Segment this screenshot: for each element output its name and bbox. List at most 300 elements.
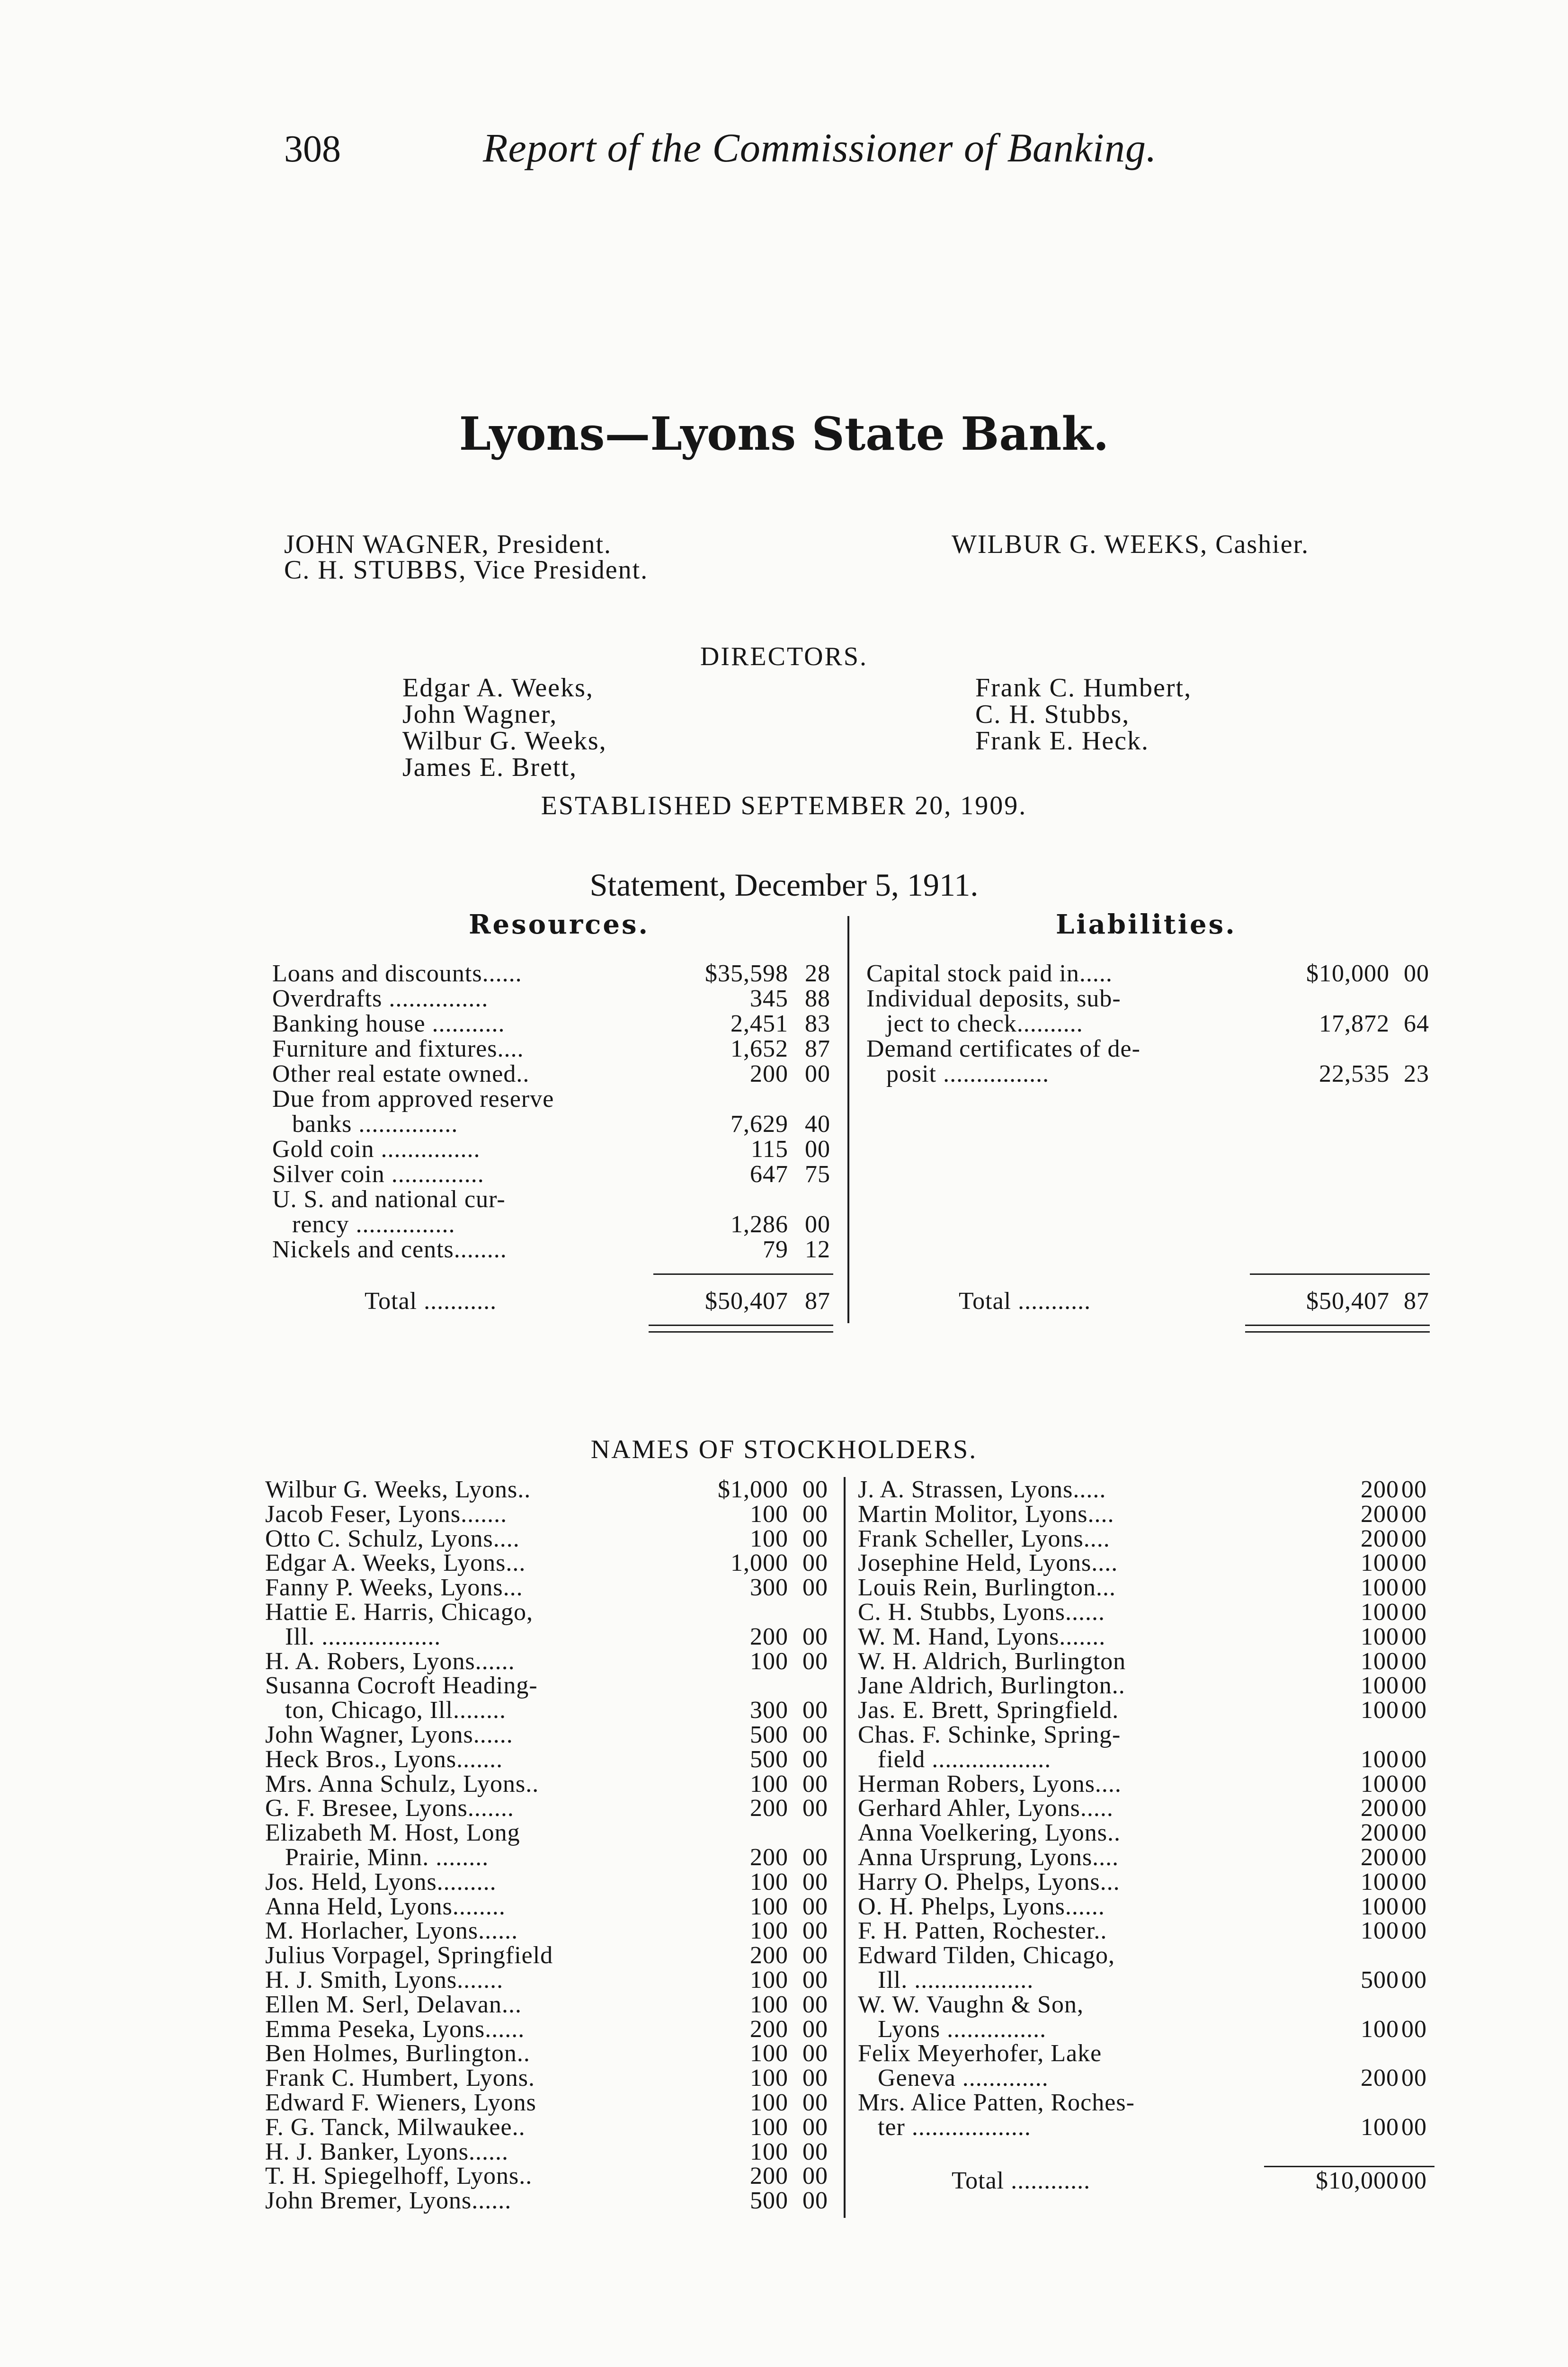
stockholder-row bbox=[265, 1747, 845, 1772]
stockholder-row-cents: 00 bbox=[802, 2064, 828, 2092]
stockholder-row bbox=[265, 1796, 845, 1821]
stockholder-row-dollars: 300 bbox=[750, 1574, 788, 1602]
stockholder-row-cents: 00 bbox=[1401, 1574, 1427, 1602]
bank-title: Lyons—Lyons State Bank. bbox=[459, 407, 1109, 461]
stockholder-row bbox=[858, 1747, 1444, 1772]
stockholder-row-dollars: 200 bbox=[1361, 1795, 1399, 1822]
resource-row-label: U. S. and national cur- bbox=[272, 1186, 506, 1213]
stockholders-total-dollars: $10,000 bbox=[1316, 2167, 1399, 2194]
stockholder-row-label: W. W. Vaughn & Son, bbox=[858, 1991, 1084, 2018]
liabilities-total-dollars: $50,407 bbox=[1306, 1288, 1390, 1315]
stockholder-row-dollars: $1,000 bbox=[718, 1476, 788, 1503]
stockholder-row bbox=[858, 1698, 1444, 1723]
stockholder-row-label: John Bremer, Lyons...... bbox=[265, 2187, 512, 2215]
stockholder-row-dollars: 100 bbox=[750, 1917, 788, 1945]
resource-row-label: Banking house ........... bbox=[272, 1010, 505, 1037]
stockholder-row-dollars: 200 bbox=[750, 2162, 788, 2190]
stockholder-row-cents: 00 bbox=[802, 1623, 828, 1650]
resource-row bbox=[272, 1187, 847, 1212]
resource-row-dollars: 1,652 bbox=[731, 1035, 788, 1062]
stockholder-row-dollars: 100 bbox=[1361, 1868, 1399, 1895]
resource-row bbox=[272, 1212, 847, 1237]
liability-row bbox=[866, 961, 1446, 987]
stockholder-row-label: Gerhard Ahler, Lyons..... bbox=[858, 1795, 1114, 1822]
stockholder-row bbox=[265, 2163, 845, 2189]
resource-row-label: banks ............... bbox=[272, 1111, 458, 1138]
stockholders-heading: NAMES OF STOCKHOLDERS. bbox=[590, 1435, 978, 1464]
stockholder-row-label: Otto C. Schulz, Lyons.... bbox=[265, 1525, 520, 1552]
stockholder-row bbox=[858, 2041, 1444, 2066]
stockholder-row-label: M. Horlacher, Lyons...... bbox=[265, 1917, 518, 1945]
director-name: Frank C. Humbert, bbox=[975, 673, 1192, 703]
stockholder-row-dollars: 100 bbox=[1361, 1647, 1399, 1675]
stockholder-row-dollars: 100 bbox=[750, 2040, 788, 2067]
stockholders-total-label: Total ............ bbox=[952, 2167, 1091, 2194]
statement-divider bbox=[847, 916, 849, 1323]
stockholder-row bbox=[858, 1624, 1444, 1650]
stockholder-row-dollars: 100 bbox=[750, 1868, 788, 1895]
stockholder-row bbox=[858, 1869, 1444, 1895]
stockholder-row bbox=[265, 2065, 845, 2091]
stockholder-row bbox=[858, 2115, 1444, 2140]
stockholder-row-dollars: 100 bbox=[1361, 1893, 1399, 1920]
stockholder-row-label: H. J. Smith, Lyons....... bbox=[265, 1967, 504, 1993]
resource-row-label: Other real estate owned.. bbox=[272, 1060, 530, 1087]
stockholder-row-label: Geneva ............. bbox=[858, 2064, 1049, 2092]
stockholder-row bbox=[858, 1894, 1444, 1920]
resources-heading: Resources. bbox=[469, 909, 650, 940]
stockholder-row bbox=[858, 2065, 1444, 2091]
stockholder-row-cents: 00 bbox=[802, 1893, 828, 1920]
stockholder-row-dollars: 500 bbox=[750, 1721, 788, 1748]
stockholder-row bbox=[858, 1526, 1444, 1552]
stockholder-row-dollars: 100 bbox=[750, 1967, 788, 1993]
stockholder-row-cents: 00 bbox=[1401, 2113, 1427, 2141]
stockholder-row-label: C. H. Stubbs, Lyons...... bbox=[858, 1599, 1105, 1626]
resource-row bbox=[272, 1237, 847, 1263]
liability-row bbox=[866, 986, 1446, 1012]
liability-row-label: ject to check.......... bbox=[866, 1010, 1083, 1037]
stockholder-row bbox=[858, 1992, 1444, 2018]
stockholder-row-dollars: 100 bbox=[750, 2064, 788, 2092]
stockholder-row-label: ton, Chicago, Ill........ bbox=[265, 1697, 506, 1724]
resource-row bbox=[272, 1036, 847, 1062]
stockholder-row-label: Edgar A. Weeks, Lyons... bbox=[265, 1549, 526, 1577]
stockholder-row bbox=[265, 1918, 845, 1944]
resource-row-label: Gold coin ............... bbox=[272, 1136, 481, 1163]
resource-row bbox=[272, 1162, 847, 1187]
director-name: John Wagner, bbox=[402, 700, 558, 729]
stockholder-row-label: Louis Rein, Burlington... bbox=[858, 1574, 1116, 1602]
stockholder-row-label: Wilbur G. Weeks, Lyons.. bbox=[265, 1476, 531, 1503]
stockholder-row bbox=[858, 1477, 1444, 1503]
stockholder-row bbox=[265, 1600, 845, 1625]
stockholder-row bbox=[858, 1771, 1444, 1797]
resource-row-cents: 83 bbox=[805, 1010, 830, 1037]
stockholder-row-dollars: 100 bbox=[1361, 1599, 1399, 1626]
stockholder-row-label: Ill. .................. bbox=[265, 1623, 441, 1650]
stockholder-row-label: F. G. Tanck, Milwaukee.. bbox=[265, 2113, 526, 2141]
stockholder-row bbox=[858, 1796, 1444, 1821]
liabilities-total bbox=[959, 1289, 1446, 1314]
directors-heading: DIRECTORS. bbox=[700, 642, 868, 671]
stockholder-row bbox=[265, 1502, 845, 1527]
stockholder-row-cents: 00 bbox=[1401, 1967, 1427, 1993]
resource-row-dollars: $35,598 bbox=[705, 960, 788, 987]
stockholder-row-label: Ill. .................. bbox=[858, 1967, 1034, 1993]
liability-row-label: Demand certificates of de- bbox=[866, 1035, 1140, 1062]
stockholder-row-cents: 00 bbox=[802, 2162, 828, 2190]
stockholder-row-label: Anna Held, Lyons........ bbox=[265, 1893, 506, 1920]
stockholder-row-dollars: 200 bbox=[1361, 1476, 1399, 1503]
stockholder-row-dollars: 100 bbox=[750, 2138, 788, 2165]
stockholder-row-dollars: 200 bbox=[750, 1795, 788, 1822]
stockholder-row-cents: 00 bbox=[802, 2040, 828, 2067]
running-title: Report of the Commissioner of Banking. bbox=[483, 125, 1157, 170]
stockholder-row-dollars: 100 bbox=[1361, 1549, 1399, 1577]
stockholder-row-label: Heck Bros., Lyons....... bbox=[265, 1745, 503, 1773]
stockholder-row-label: Hattie E. Harris, Chicago, bbox=[265, 1599, 534, 1626]
resources-double-rule bbox=[649, 1325, 833, 1326]
stockholder-row-label: O. H. Phelps, Lyons...... bbox=[858, 1893, 1105, 1920]
stockholder-row-cents: 00 bbox=[1401, 1868, 1427, 1895]
stockholder-row-label: Ben Holmes, Burlington.. bbox=[265, 2040, 530, 2067]
resource-row-label: Overdrafts ............... bbox=[272, 985, 489, 1012]
resource-row bbox=[272, 986, 847, 1012]
stockholder-row-cents: 00 bbox=[1401, 1917, 1427, 1945]
stockholder-row-label: Elizabeth M. Host, Long bbox=[265, 1819, 520, 1847]
liabilities-heading: Liabilities. bbox=[1056, 909, 1237, 940]
stockholder-row bbox=[265, 1575, 845, 1601]
resource-row-cents: 40 bbox=[805, 1111, 830, 1138]
resources-double-rule bbox=[649, 1331, 833, 1333]
stockholder-row-label: Ellen M. Serl, Delavan... bbox=[265, 1991, 522, 2018]
directors-right bbox=[975, 675, 1192, 754]
liability-row bbox=[866, 1011, 1446, 1037]
stockholder-row-label: Mrs. Anna Schulz, Lyons.. bbox=[265, 1770, 539, 1797]
stockholder-row-cents: 00 bbox=[1401, 1795, 1427, 1822]
resource-row bbox=[272, 1086, 847, 1112]
stockholder-row-dollars: 100 bbox=[1361, 1917, 1399, 1945]
liability-row-cents: 00 bbox=[1404, 960, 1429, 987]
liability-row-label: Individual deposits, sub- bbox=[866, 985, 1121, 1012]
stockholder-row-label: Herman Robers, Lyons.... bbox=[858, 1770, 1122, 1797]
stockholder-row-dollars: 100 bbox=[750, 1991, 788, 2018]
page-number: 308 bbox=[284, 128, 341, 170]
stockholder-row-label: Edward F. Wieners, Lyons bbox=[265, 2089, 536, 2116]
liability-row-dollars: 22,535 bbox=[1319, 1060, 1390, 1087]
stockholder-row bbox=[265, 1526, 845, 1552]
stockholder-row-cents: 00 bbox=[802, 1795, 828, 1822]
resource-row-label: Silver coin .............. bbox=[272, 1161, 484, 1188]
liabilities-total-label: Total ........... bbox=[959, 1288, 1091, 1315]
stockholder-row bbox=[858, 1967, 1444, 1993]
stockholder-row-label: W. M. Hand, Lyons....... bbox=[858, 1623, 1106, 1650]
resources-total-label: Total ........... bbox=[365, 1288, 497, 1315]
stockholder-row-cents: 00 bbox=[802, 1868, 828, 1895]
stockholder-row-dollars: 200 bbox=[1361, 1844, 1399, 1871]
statement-title: Statement, December 5, 1911. bbox=[589, 867, 979, 903]
stockholder-row-dollars: 100 bbox=[750, 1647, 788, 1675]
resource-row-label: rency ............... bbox=[272, 1211, 455, 1238]
stockholder-row bbox=[265, 2139, 845, 2165]
stockholder-row bbox=[265, 2115, 845, 2140]
stockholder-row-cents: 00 bbox=[1401, 1476, 1427, 1503]
stockholder-row-dollars: 200 bbox=[750, 1942, 788, 1969]
director-name: Frank E. Heck. bbox=[975, 726, 1149, 756]
stockholder-row bbox=[858, 1550, 1444, 1576]
stockholder-row-cents: 00 bbox=[802, 1574, 828, 1602]
stockholder-row-cents: 00 bbox=[802, 1917, 828, 1945]
stockholder-row-label: Jos. Held, Lyons......... bbox=[265, 1868, 497, 1895]
stockholder-row-dollars: 100 bbox=[1361, 1697, 1399, 1724]
stockholder-row-cents: 00 bbox=[802, 2015, 828, 2043]
stockholder-row-dollars: 200 bbox=[750, 2015, 788, 2043]
stockholder-row-dollars: 100 bbox=[750, 1770, 788, 1797]
stockholder-row-label: Anna Ursprung, Lyons.... bbox=[858, 1844, 1119, 1871]
vice-president: C. H. STUBBS, Vice President. bbox=[284, 555, 649, 585]
stockholder-row-dollars: 100 bbox=[1361, 1623, 1399, 1650]
resource-row-dollars: 345 bbox=[750, 985, 788, 1012]
stockholder-row bbox=[858, 1575, 1444, 1601]
stockholder-row-label: Chas. F. Schinke, Spring- bbox=[858, 1721, 1121, 1748]
stockholder-row-dollars: 100 bbox=[1361, 1745, 1399, 1773]
stockholder-row-dollars: 100 bbox=[1361, 2015, 1399, 2043]
stockholder-row-label: H. J. Banker, Lyons...... bbox=[265, 2138, 508, 2165]
stockholder-row bbox=[265, 1771, 845, 1797]
stockholder-row-label: ter .................. bbox=[858, 2113, 1031, 2141]
liabilities-total-rule bbox=[1250, 1273, 1430, 1275]
resource-row-label: Nickels and cents........ bbox=[272, 1236, 507, 1263]
stockholder-row-label: Lyons ............... bbox=[858, 2015, 1047, 2043]
liabilities-double-rule bbox=[1245, 1331, 1430, 1333]
stockholder-row-cents: 00 bbox=[1401, 1697, 1427, 1724]
stockholder-row bbox=[265, 1894, 845, 1920]
stockholder-row-label: Felix Meyerhofer, Lake bbox=[858, 2040, 1102, 2067]
stockholder-row-cents: 00 bbox=[1401, 2064, 1427, 2092]
stockholder-row bbox=[265, 1673, 845, 1699]
resources-total-rule bbox=[653, 1273, 833, 1275]
stockholder-row-label: Susanna Cocroft Heading- bbox=[265, 1672, 538, 1700]
stockholder-row-cents: 00 bbox=[802, 1549, 828, 1577]
stockholder-row bbox=[858, 2090, 1444, 2116]
stockholder-row bbox=[858, 1845, 1444, 1870]
resource-row-label: Loans and discounts...... bbox=[272, 960, 522, 987]
stockholder-row-label: W. H. Aldrich, Burlington bbox=[858, 1647, 1126, 1675]
director-name: James E. Brett, bbox=[402, 753, 578, 782]
director-name: Wilbur G. Weeks, bbox=[402, 726, 607, 756]
liability-row-label: posit ................ bbox=[866, 1060, 1050, 1087]
stockholder-row bbox=[265, 1845, 845, 1870]
stockholder-row bbox=[265, 1820, 845, 1846]
stockholder-row-dollars: 200 bbox=[750, 1844, 788, 1871]
stockholder-row-cents: 00 bbox=[802, 1721, 828, 1748]
resource-row-label: Furniture and fixtures.... bbox=[272, 1035, 524, 1062]
liability-row-dollars: $10,000 bbox=[1306, 960, 1390, 987]
stockholder-row-label: Jane Aldrich, Burlington.. bbox=[858, 1672, 1125, 1700]
stockholder-row bbox=[858, 2017, 1444, 2042]
stockholders-total bbox=[952, 2168, 1444, 2194]
stockholder-row-dollars: 200 bbox=[1361, 1819, 1399, 1847]
stockholder-row-cents: 00 bbox=[1401, 1525, 1427, 1552]
stockholder-row-cents: 00 bbox=[802, 2089, 828, 2116]
resource-row-cents: 00 bbox=[805, 1136, 830, 1163]
stockholder-row bbox=[265, 1698, 845, 1723]
stockholder-row bbox=[265, 1624, 845, 1650]
stockholder-row-dollars: 500 bbox=[1361, 1967, 1399, 1993]
stockholder-row-label: Anna Voelkering, Lyons.. bbox=[858, 1819, 1121, 1847]
cashier: WILBUR G. WEEKS, Cashier. bbox=[952, 530, 1310, 559]
stockholder-row-cents: 00 bbox=[1401, 2015, 1427, 2043]
stockholder-row-cents: 00 bbox=[802, 1525, 828, 1552]
resource-row-dollars: 7,629 bbox=[731, 1111, 788, 1138]
stockholder-row-cents: 00 bbox=[1401, 1893, 1427, 1920]
stockholder-row-label: Prairie, Minn. ........ bbox=[265, 1844, 489, 1871]
stockholder-row-cents: 00 bbox=[802, 1991, 828, 2018]
stockholder-row-label: Harry O. Phelps, Lyons... bbox=[858, 1868, 1120, 1895]
stockholder-row-cents: 00 bbox=[1401, 1549, 1427, 1577]
established-date: ESTABLISHED SEPTEMBER 20, 1909. bbox=[541, 791, 1027, 820]
stockholder-row-dollars: 100 bbox=[750, 1525, 788, 1552]
stockholder-row-dollars: 500 bbox=[750, 1745, 788, 1773]
stockholder-row bbox=[265, 1943, 845, 1968]
stockholder-row-cents: 00 bbox=[802, 1647, 828, 1675]
stockholder-row-label: John Wagner, Lyons...... bbox=[265, 1721, 513, 1748]
stockholder-row-dollars: 200 bbox=[1361, 2064, 1399, 2092]
stockholder-row-label: Martin Molitor, Lyons.... bbox=[858, 1500, 1114, 1528]
stockholder-row-label: Emma Peseka, Lyons...... bbox=[265, 2015, 525, 2043]
stockholder-row bbox=[265, 1992, 845, 2018]
stockholder-row-cents: 00 bbox=[802, 2113, 828, 2141]
resource-row-cents: 88 bbox=[805, 985, 830, 1012]
directors-left bbox=[402, 675, 607, 781]
stockholder-row-dollars: 300 bbox=[750, 1697, 788, 1724]
stockholder-row-dollars: 200 bbox=[750, 1623, 788, 1650]
stockholder-row-cents: 00 bbox=[1401, 1623, 1427, 1650]
resource-row-dollars: 200 bbox=[750, 1060, 788, 1087]
stockholder-row-label: Jacob Feser, Lyons....... bbox=[265, 1500, 508, 1528]
stockholder-row-dollars: 100 bbox=[750, 2113, 788, 2141]
stockholder-row-label: Jas. E. Brett, Springfield. bbox=[858, 1697, 1119, 1724]
resource-row-dollars: 115 bbox=[750, 1136, 788, 1163]
stockholder-row-cents: 00 bbox=[1401, 1672, 1427, 1700]
stockholder-row-dollars: 200 bbox=[1361, 1525, 1399, 1552]
stockholder-row-cents: 00 bbox=[1401, 1745, 1427, 1773]
stockholder-row-label: G. F. Bresee, Lyons....... bbox=[265, 1795, 514, 1822]
resource-row bbox=[272, 961, 847, 987]
stockholder-row-dollars: 100 bbox=[1361, 1770, 1399, 1797]
resource-row-label: Due from approved reserve bbox=[272, 1086, 554, 1112]
resource-row bbox=[272, 1137, 847, 1162]
stockholder-row-label: Edward Tilden, Chicago, bbox=[858, 1942, 1115, 1969]
stockholder-row bbox=[265, 1869, 845, 1895]
stockholder-row-cents: 00 bbox=[802, 1942, 828, 1969]
stockholder-row bbox=[858, 1722, 1444, 1748]
stockholder-row-cents: 00 bbox=[802, 2187, 828, 2215]
stockholder-row-cents: 00 bbox=[802, 2138, 828, 2165]
stockholder-row-cents: 00 bbox=[1401, 1500, 1427, 1528]
stockholder-row-dollars: 100 bbox=[750, 2089, 788, 2116]
resource-row-dollars: 647 bbox=[750, 1161, 788, 1188]
liability-row-cents: 64 bbox=[1404, 1010, 1429, 1037]
stockholder-row-dollars: 200 bbox=[1361, 1500, 1399, 1528]
stockholder-row-cents: 00 bbox=[1401, 1844, 1427, 1871]
director-name: Edgar A. Weeks, bbox=[402, 673, 594, 703]
resource-row-cents: 12 bbox=[805, 1236, 830, 1263]
stockholder-row bbox=[265, 1550, 845, 1576]
stockholder-row-cents: 00 bbox=[802, 1844, 828, 1871]
stockholder-row bbox=[265, 1649, 845, 1674]
stockholder-row-label: Mrs. Alice Patten, Roches- bbox=[858, 2089, 1135, 2116]
stockholder-row bbox=[858, 1820, 1444, 1846]
stockholder-row-label: J. A. Strassen, Lyons..... bbox=[858, 1476, 1106, 1503]
stockholder-row bbox=[858, 1673, 1444, 1699]
resource-row-cents: 28 bbox=[805, 960, 830, 987]
resources-total-cents: 87 bbox=[805, 1288, 830, 1315]
resource-row-dollars: 79 bbox=[763, 1236, 788, 1263]
stockholder-row-label: H. A. Robers, Lyons...... bbox=[265, 1647, 515, 1675]
stockholder-row-cents: 00 bbox=[802, 1500, 828, 1528]
stockholder-row bbox=[265, 2017, 845, 2042]
resource-row bbox=[272, 1011, 847, 1037]
stockholder-row-dollars: 100 bbox=[1361, 2113, 1399, 2141]
stockholder-row-label: Josephine Held, Lyons.... bbox=[858, 1549, 1118, 1577]
stockholder-row-cents: 00 bbox=[802, 1697, 828, 1724]
liability-row bbox=[866, 1061, 1446, 1087]
stockholder-row-dollars: 100 bbox=[750, 1500, 788, 1528]
stockholders-total-cents: 00 bbox=[1401, 2167, 1427, 2194]
stockholder-row-dollars: 1,000 bbox=[731, 1549, 788, 1577]
president: JOHN WAGNER, President. bbox=[284, 530, 612, 559]
stockholder-row bbox=[265, 1722, 845, 1748]
resource-row-cents: 00 bbox=[805, 1060, 830, 1087]
stockholder-row bbox=[858, 1649, 1444, 1674]
stockholder-row-label: Julius Vorpagel, Springfield bbox=[265, 1942, 553, 1969]
stockholder-row-cents: 00 bbox=[802, 1770, 828, 1797]
stockholder-row bbox=[265, 1967, 845, 1993]
stockholder-row bbox=[858, 1918, 1444, 1944]
stockholder-row-cents: 00 bbox=[1401, 1770, 1427, 1797]
liabilities-double-rule bbox=[1245, 1325, 1430, 1326]
stockholder-row-label: Fanny P. Weeks, Lyons... bbox=[265, 1574, 523, 1602]
resource-row bbox=[272, 1112, 847, 1137]
resource-row-cents: 75 bbox=[805, 1161, 830, 1188]
stockholder-row-cents: 00 bbox=[802, 1745, 828, 1773]
stockholder-row-cents: 00 bbox=[802, 1476, 828, 1503]
stockholder-row bbox=[265, 2188, 845, 2214]
resource-row-cents: 00 bbox=[805, 1211, 830, 1238]
stockholder-row-label: Frank C. Humbert, Lyons. bbox=[265, 2064, 535, 2092]
stockholder-row-cents: 00 bbox=[1401, 1819, 1427, 1847]
resources-total bbox=[365, 1289, 847, 1314]
stockholder-row bbox=[265, 2090, 845, 2116]
stockholder-row-label: Frank Scheller, Lyons.... bbox=[858, 1525, 1110, 1552]
liability-row-label: Capital stock paid in..... bbox=[866, 960, 1113, 987]
resource-row-cents: 87 bbox=[805, 1035, 830, 1062]
liability-row-dollars: 17,872 bbox=[1319, 1010, 1390, 1037]
stockholder-row bbox=[858, 1600, 1444, 1625]
stockholder-row-label: F. H. Patten, Rochester.. bbox=[858, 1917, 1107, 1945]
stockholder-row-label: field .................. bbox=[858, 1745, 1051, 1773]
stockholder-row-cents: 00 bbox=[1401, 1599, 1427, 1626]
liability-row-cents: 23 bbox=[1404, 1060, 1429, 1087]
stockholder-row-dollars: 100 bbox=[750, 1893, 788, 1920]
stockholder-row bbox=[858, 1502, 1444, 1527]
resources-total-dollars: $50,407 bbox=[705, 1288, 788, 1315]
stockholder-row-label: T. H. Spiegelhoff, Lyons.. bbox=[265, 2162, 533, 2190]
stockholder-row-dollars: 500 bbox=[750, 2187, 788, 2215]
stockholder-row bbox=[858, 1943, 1444, 1968]
